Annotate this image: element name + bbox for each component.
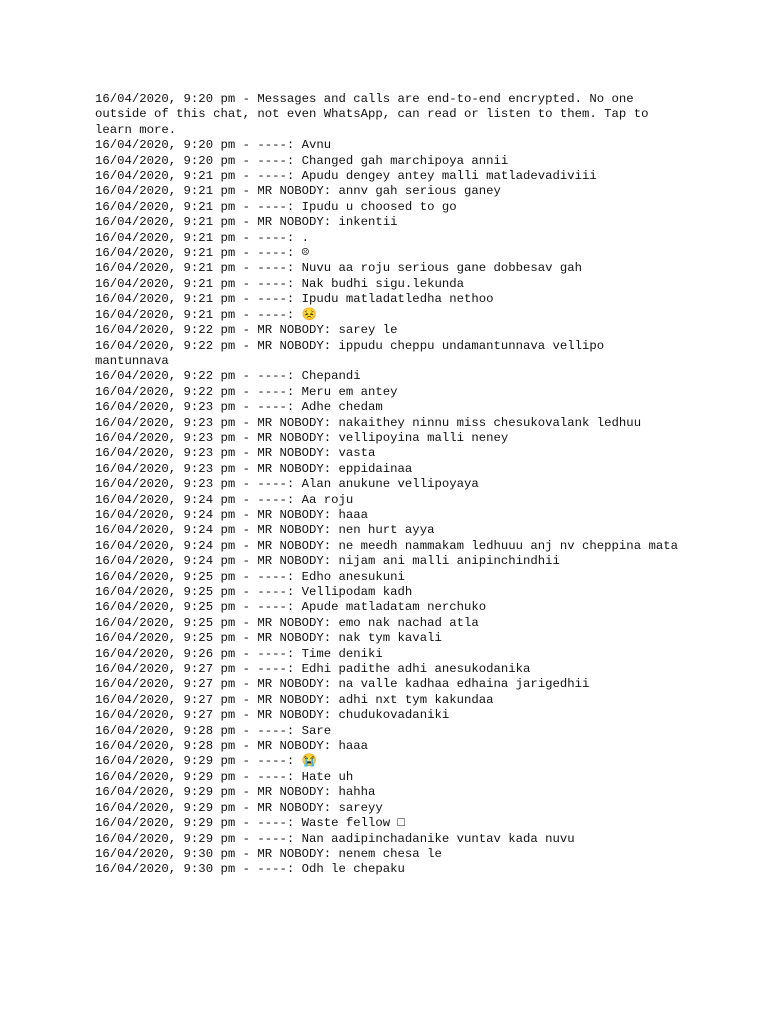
chat-line: 16/04/2020, 9:23 pm - ----: Alan anukune vellipoyaya: [95, 477, 479, 492]
chat-line: 16/04/2020, 9:26 pm - ----: Time deniki: [95, 646, 383, 661]
chat-line: 16/04/2020, 9:23 pm - ----: Adhe chedam: [95, 400, 383, 415]
chat-line: 16/04/2020, 9:24 pm - MR NOBODY: nen hurt ayya: [95, 523, 435, 538]
chat-line: 16/04/2020, 9:23 pm - MR NOBODY: eppidainaa: [95, 461, 413, 476]
chat-line: 16/04/2020, 9:22 pm - ----: Meru em antey: [95, 384, 398, 399]
chat-line: 16/04/2020, 9:22 pm - MR NOBODY: sarey le: [95, 323, 398, 338]
chat-line: 16/04/2020, 9:29 pm - MR NOBODY: sareyy: [95, 800, 383, 815]
chat-line: 16/04/2020, 9:28 pm - ----: Sare: [95, 723, 332, 738]
chat-line: 16/04/2020, 9:23 pm - MR NOBODY: vellipoyina malli neney: [95, 430, 509, 445]
chat-line: 16/04/2020, 9:20 pm - ----: Changed gah marchipoya annii: [95, 153, 509, 168]
chat-line: 16/04/2020, 9:21 pm - MR NOBODY: inkentii: [95, 215, 398, 230]
chat-line: 16/04/2020, 9:24 pm - MR NOBODY: nijam ani malli anipinchindhii: [95, 554, 560, 569]
chat-line: 16/04/2020, 9:28 pm - MR NOBODY: haaa: [95, 739, 369, 754]
chat-line: 16/04/2020, 9:21 pm - MR NOBODY: annv gah serious ganey: [95, 184, 501, 199]
chat-line: 16/04/2020, 9:29 pm - MR NOBODY: hahha: [95, 785, 376, 800]
chat-line: 16/04/2020, 9:25 pm - MR NOBODY: emo nak nachad atla: [95, 615, 479, 630]
chat-line: 16/04/2020, 9:24 pm - ----: Aa roju: [95, 492, 354, 507]
chat-line: 16/04/2020, 9:20 pm - Messages and calls are end-to-end encrypted. No one outside of this chat, not even WhatsApp, can read or listen to them. Tap to learn more.: [95, 92, 656, 137]
chat-line: 16/04/2020, 9:21 pm - ----: Apudu dengey antey malli matladevadiviii: [95, 169, 597, 184]
chat-line: 16/04/2020, 9:21 pm - ----: .: [95, 230, 310, 245]
chat-line: 16/04/2020, 9:21 pm - ----: Ipudu matladatledha nethoo: [95, 292, 494, 307]
chat-line: 16/04/2020, 9:27 pm - MR NOBODY: na valle kadhaa edhaina jarigedhii: [95, 677, 590, 692]
chat-line: 16/04/2020, 9:25 pm - ----: Vellipodam kadh: [95, 585, 413, 599]
chat-line: 16/04/2020, 9:29 pm - ----: Hate uh: [95, 769, 354, 784]
chat-line: 16/04/2020, 9:21 pm - ----: Nuvu aa roju serious gane dobbesav gah: [95, 261, 583, 276]
chat-line: 16/04/2020, 9:30 pm - ----: Odh le chepaku: [95, 862, 405, 877]
chat-line: 16/04/2020, 9:29 pm - ----: 😭: [95, 754, 317, 769]
chat-line: 16/04/2020, 9:25 pm - MR NOBODY: nak tym kavali: [95, 631, 442, 646]
chat-line: 16/04/2020, 9:27 pm - MR NOBODY: adhi nxt tym kakundaa: [95, 692, 494, 707]
chat-line: 16/04/2020, 9:21 pm - ----: Ipudu u choosed to go: [95, 199, 457, 214]
chat-line: 16/04/2020, 9:24 pm - MR NOBODY: ne meedh nammakam ledhuuu anj nv cheppina mata: [95, 538, 678, 553]
chat-line: 16/04/2020, 9:25 pm - ----: Edho anesukuni: [95, 569, 405, 584]
chat-line: 16/04/2020, 9:29 pm - ----: Nan aadipinchadanike vuntav kada nuvu: [95, 831, 575, 846]
chat-line: 16/04/2020, 9:20 pm - ----: Avnu: [95, 138, 332, 153]
chat-line: 16/04/2020, 9:21 pm - ----: 😣: [95, 307, 317, 322]
chat-line: 16/04/2020, 9:21 pm - ----: Nak budhi sigu.lekunda: [95, 276, 464, 291]
chat-line: 16/04/2020, 9:27 pm - MR NOBODY: chudukovadaniki: [95, 708, 450, 723]
chat-export-page: [95, 92, 685, 878]
chat-line: 16/04/2020, 9:22 pm - ----: Chepandi: [95, 369, 361, 384]
chat-line: 16/04/2020, 9:22 pm - MR NOBODY: ippudu cheppu undamantunnava vellipo mantunnava: [95, 338, 612, 368]
chat-line: 16/04/2020, 9:30 pm - MR NOBODY: nenem chesa le: [95, 846, 442, 861]
chat-line: 16/04/2020, 9:27 pm - ----: Edhi padithe adhi anesukodanika: [95, 662, 531, 677]
chat-line: 16/04/2020, 9:25 pm - ----: Apude matladatam nerchuko: [95, 600, 487, 615]
chat-line: 16/04/2020, 9:23 pm - MR NOBODY: vasta: [95, 446, 376, 461]
chat-line: 16/04/2020, 9:29 pm - ----: Waste fellow □: [95, 816, 405, 831]
chat-line: 16/04/2020, 9:21 pm - ----: ☹: [95, 246, 310, 261]
chat-line: 16/04/2020, 9:23 pm - MR NOBODY: nakaithey ninnu miss chesukovalank ledhuu: [95, 415, 642, 430]
chat-line: 16/04/2020, 9:24 pm - MR NOBODY: haaa: [95, 507, 369, 522]
